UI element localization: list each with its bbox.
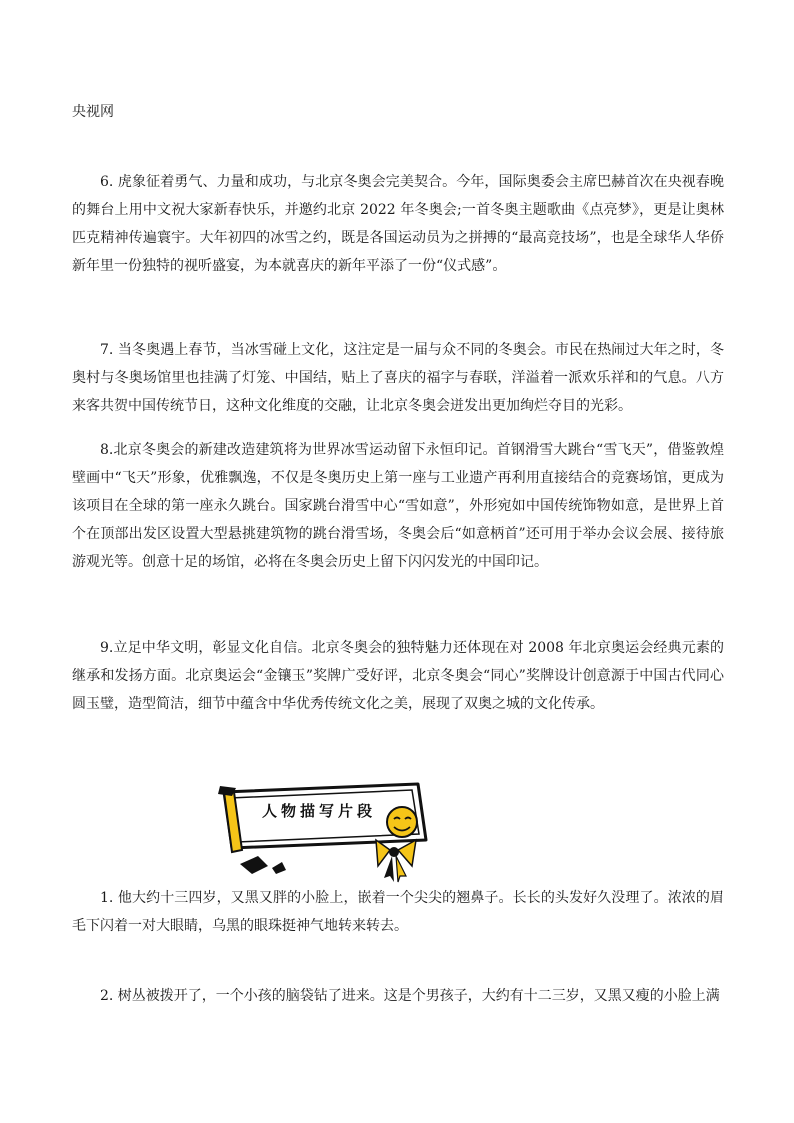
character-paragraph-1: 1. 他大约十三四岁，又黑又胖的小脸上，嵌着一个尖尖的翘鼻子。长长的头发好久没理了。浓浓的眉毛下闪着一对大眼睛，乌黑的眼珠挺神气地转来转去。 bbox=[72, 890, 724, 934]
banner-frame-graphic bbox=[212, 770, 448, 886]
paragraph-6: 6. 虎象征着勇气、力量和成功，与北京冬奥会完美契合。今年，国际奥委会主席巴赫首次在央视春晚的舞台上用中文祝大家新春快乐，并邀约北京 2022 年冬奥会;一首冬奥主题歌曲《点亮梦》，更是让奥林匹克精神传遍寰宇。大年初四的冰雪之约，既是各国运动员为之拼搏的“最高竞技场”，也是全球华人华侨新年里一份独特的视听盛宴，为本就喜庆的新年平添了一份“仪式感”。 bbox=[72, 174, 724, 274]
paragraph-8: 8.北京冬奥会的新建改造建筑将为世界冰雪运动留下永恒印记。首钢滑雪大跳台“雪飞天”，借鉴敦煌壁画中“飞天”形象，优雅飘逸，不仅是冬奥历史上第一座与工业遗产再利用直接结合的竞赛场馆，更成为该项目在全球的第一座永久跳台。国家跳台滑雪中心“雪如意”，外形宛如中国传统饰物如意，是世界上首个在顶部出发区设置大型悬挑建筑物的跳台滑雪场，冬奥会后“如意柄首”还可用于举办会议会展、接待旅游观光等。创意十足的场馆，必将在冬奥会历史上留下闪闪发光的中国印记。 bbox=[72, 442, 724, 570]
paragraph-7: 7. 当冬奥遇上春节，当冰雪碰上文化，这注定是一届与众不同的冬奥会。市民在热闹过大年之时，冬奥村与冬奥场馆里也挂满了灯笼、中国结，贴上了喜庆的福字与春联，洋溢着一派欢乐祥和的气息。八方来客共贺中国传统节日，这种文化维度的交融，让北京冬奥会迸发出更加绚烂夺目的光彩。 bbox=[72, 342, 724, 414]
banner-title: 人物描写片段 bbox=[262, 802, 377, 820]
paragraph-9: 9.立足中华文明，彰显文化自信。北京冬奥会的独特魅力还体现在对 2008 年北京奥运会经典元素的继承和发扬方面。北京奥运会“金镶玉”奖牌广受好评，北京冬奥会“同心”奖牌设计创意源于中国古代同心圆玉璧，造型简洁，细节中蕴含中华优秀传统文化之美，展现了双奥之城的文化传承。 bbox=[72, 640, 724, 712]
character-paragraph-2: 2. 树丛被拨开了，一个小孩的脑袋钻了进来。这是个男孩子，大约有十二三岁，又黑又瘦的小脸上满 bbox=[100, 988, 720, 1004]
smiley-icon bbox=[387, 807, 417, 837]
source-label: 央视网 bbox=[72, 104, 114, 120]
bow-ribbon-icon bbox=[376, 840, 416, 882]
section-banner bbox=[212, 770, 448, 886]
